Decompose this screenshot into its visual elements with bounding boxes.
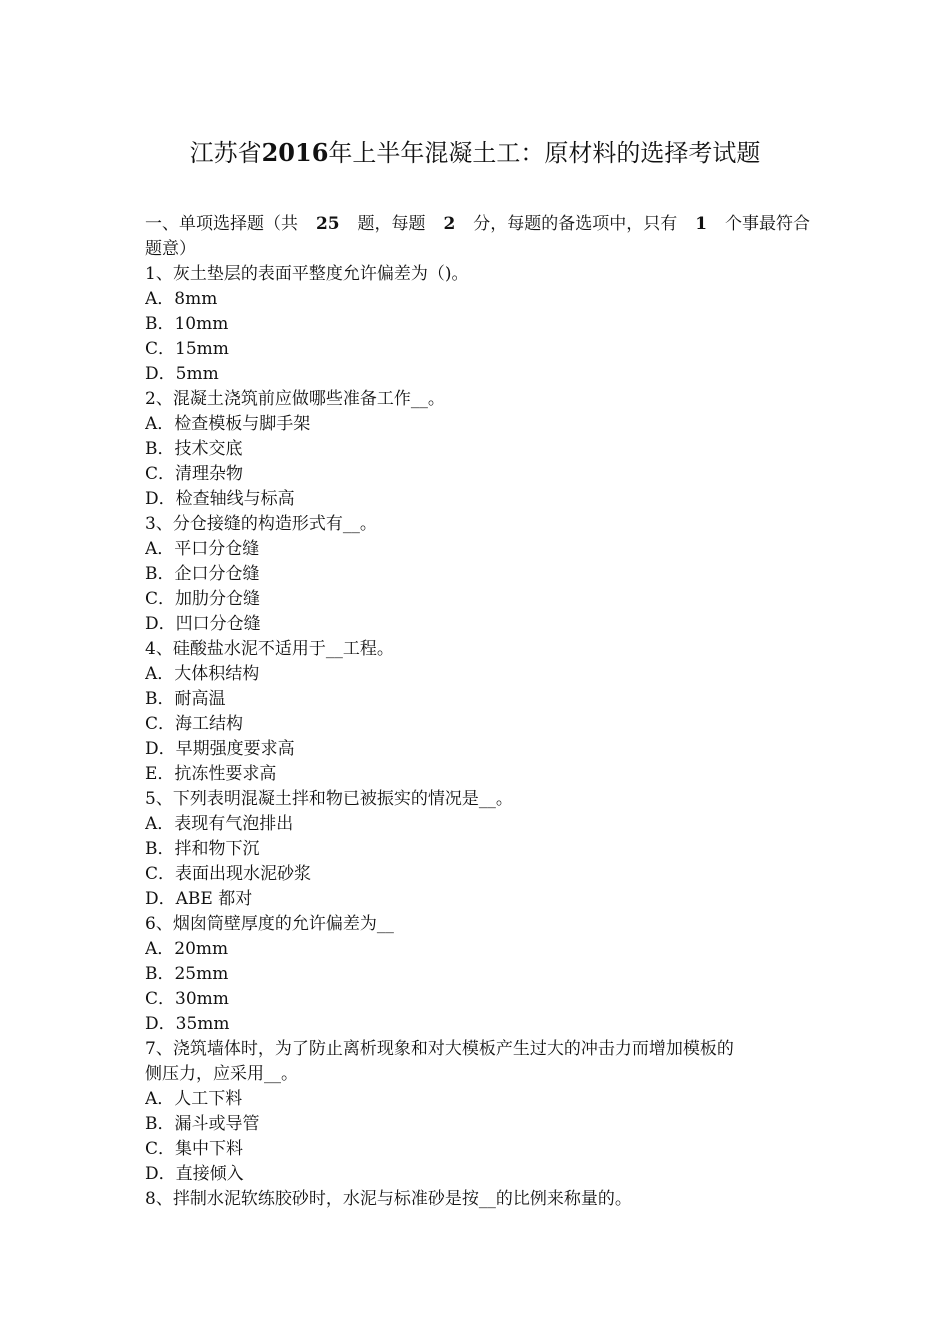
answer-option: D．检查轴线与标高 (145, 489, 295, 509)
answer-option: C．15mm (145, 339, 229, 359)
answer-option: C．集中下料 (145, 1139, 244, 1159)
title-part-2: 年上半年混凝土工：原材料的选择考试题 (328, 139, 761, 167)
section-heading-text-b: 题，每题 (357, 214, 426, 234)
section-question-count: 25 (315, 214, 340, 234)
answer-option: B．25mm (145, 964, 229, 984)
answer-option: A．8mm (145, 289, 218, 309)
question-stem: 8、拌制水泥软练胶砂时，水泥与标准砂是按__的比例来称量的。 (145, 1189, 632, 1209)
answer-option: D．凹口分仓缝 (145, 614, 261, 634)
document-title (0, 136, 950, 170)
answer-option: B．拌和物下沉 (145, 839, 260, 859)
answer-option: C．加肋分仓缝 (145, 589, 261, 609)
answer-option: A．20mm (145, 939, 229, 959)
answer-option: D．早期强度要求高 (145, 739, 295, 759)
answer-option: D．直接倾入 (145, 1164, 244, 1184)
section-heading-text-c: 分，每题的备选项中，只有 (473, 214, 678, 234)
answer-option: B．耐高温 (145, 689, 226, 709)
answer-option: C．清理杂物 (145, 464, 244, 484)
title-part-1: 江苏省 (189, 139, 262, 167)
section-heading-text-d: 个事最符合 (724, 214, 810, 234)
section-heading (145, 212, 810, 237)
answer-option: B．10mm (145, 314, 229, 334)
answer-option: C．30mm (145, 989, 229, 1009)
question-stem: 6、烟囱筒壁厚度的允许偏差为__ (145, 914, 394, 934)
question-list (145, 212, 810, 1212)
answer-option: A．大体积结构 (145, 664, 260, 684)
answer-option: A．平口分仓缝 (145, 539, 260, 559)
question-stem: 侧压力，应采用__。 (145, 1064, 298, 1084)
answer-option: D．ABE 都对 (145, 889, 253, 909)
section-heading-text-a: 一、单项选择题（共 (145, 214, 298, 234)
question-stem: 3、分仓接缝的构造形式有__。 (145, 514, 377, 534)
question-stem: 7、浇筑墙体时，为了防止离析现象和对大模板产生过大的冲击力而增加模板的 (145, 1039, 734, 1059)
question-stem: 1、灰土垫层的表面平整度允许偏差为（)。 (145, 264, 469, 284)
title-year: 2016 (261, 138, 329, 167)
answer-option: B．企口分仓缝 (145, 564, 260, 584)
question-stem: 2、混凝土浇筑前应做哪些准备工作__。 (145, 389, 445, 409)
question-stem: 5、下列表明混凝土拌和物已被振实的情况是__。 (145, 789, 513, 809)
question-stem: 4、硅酸盐水泥不适用于__工程。 (145, 639, 394, 659)
answer-option: D．5mm (145, 364, 219, 384)
answer-option: C．海工结构 (145, 714, 244, 734)
answer-option: E．抗冻性要求高 (145, 764, 277, 784)
answer-option: A．人工下料 (145, 1089, 243, 1109)
section-heading-line-2: 题意） (145, 239, 196, 259)
answer-option: D．35mm (145, 1014, 230, 1034)
answer-option: B．漏斗或导管 (145, 1114, 260, 1134)
answer-option: A．检查模板与脚手架 (145, 414, 311, 434)
section-one: 1 (695, 214, 708, 234)
answer-option: A．表现有气泡排出 (145, 814, 294, 834)
section-points: 2 (443, 214, 456, 234)
answer-option: B．技术交底 (145, 439, 243, 459)
answer-option: C．表面出现水泥砂浆 (145, 864, 312, 884)
